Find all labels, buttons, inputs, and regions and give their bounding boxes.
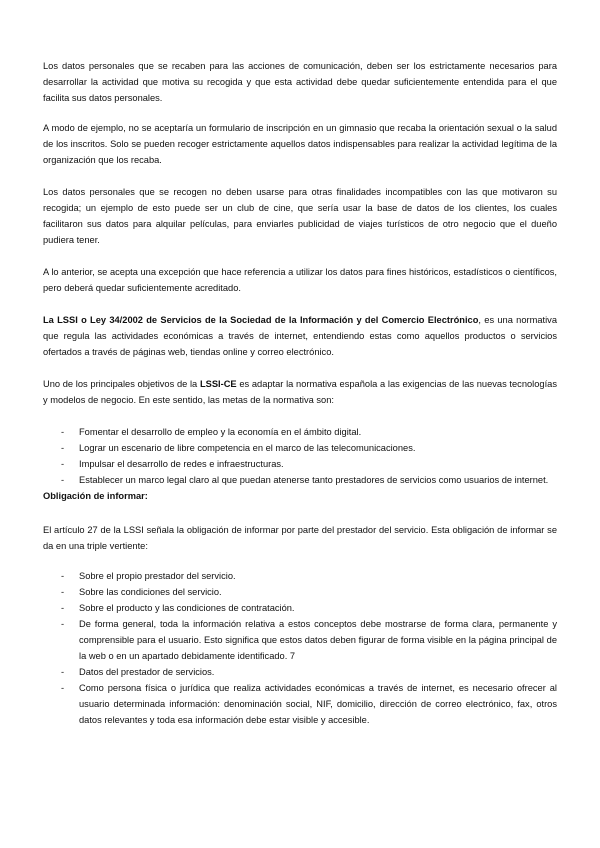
objectives-intro: Uno de los principales objetivos de la [43, 379, 200, 389]
paragraph-purpose-limitation: Los datos personales que se recogen no deben usarse para otras finalidades incompatibles con las que motivaron su recogida; un ejemplo de esto puede ser un club de cine, que sería usar la base de datos de los clientes, los cuales facilitaron sus datos para alquilar películas, para enviarles publicidad de viajes turísticos de otro negocio que el dueño pudiera tener. [43, 187, 557, 245]
paragraph-exception: A lo anterior, se acepta una excepción que hace referencia a utilizar los datos para fines históricos, estadísticos o científicos, pero deberá quedar suficientemente acreditado. [43, 267, 557, 293]
list-item: - Sobre el propio prestador del servicio. [43, 568, 557, 584]
list-item: - Como persona física o jurídica que realiza actividades económicas a través de internet, es necesario ofrecer al usuario determinada información: denominación social, NIF, domicilio, dirección de correo electrónico, fax, otros datos relevantes y toda esa información debe estar visible y accesible. [43, 680, 557, 728]
list-item: - Sobre las condiciones del servicio. [43, 584, 557, 600]
lssi-law-name: La LSSI o Ley 34/2002 de Servicios de la Sociedad de la Información y del Comercio Electrónico [43, 315, 479, 325]
section-heading: Obligación de informar: [43, 491, 148, 501]
list-item: - Impulsar el desarrollo de redes e infraestructuras. [43, 456, 557, 472]
paragraph-lssi-definition [43, 312, 557, 360]
paragraph-lssi-objectives [43, 376, 557, 408]
paragraph-data-collection: Los datos personales que se recaben para las acciones de comunicación, deben ser los estrictamente necesarios para desarrollar la actividad que motiva su recogida y que esta actividad debe quedar suficientemente entendida para el que facilita sus datos personales. [43, 61, 557, 103]
document-body [43, 58, 557, 728]
duties-list [43, 568, 557, 728]
list-item: - Establecer un marco legal claro al que puedan atenerse tanto prestadores de servicios como usuarios de internet. [43, 472, 557, 488]
list-item: - Fomentar el desarrollo de empleo y la economía en el ámbito digital. [43, 424, 557, 440]
list-item: - Lograr un escenario de libre competencia en el marco de las telecomunicaciones. [43, 440, 557, 456]
paragraph-article-27: El artículo 27 de la LSSI señala la obligación de informar por parte del prestador del servicio. Esta obligación de informar se da en una triple vertiente: [43, 525, 557, 551]
lssi-definition-text: , es una normativa que regula las actividades económicas a través de internet, entendiendo estas como aquellos productos o servicios ofertados a través de páginas web, tiendas online y correo electrónico. [43, 315, 557, 357]
list-item: - De forma general, toda la información relativa a estos conceptos debe mostrarse de forma clara, permanente y comprensible para el usuario. Esto significa que estos datos deben figurar de forma visible en la página principal de la web o en un apartado debidamente identificado. 7 [43, 616, 557, 664]
objectives-text: es adaptar la normativa española a las exigencias de las nuevas tecnologías y modelos de negocio. En este sentido, las metas de la normativa son: [43, 379, 557, 405]
list-item: - Sobre el producto y las condiciones de contratación. [43, 600, 557, 616]
lssi-ce-acronym: LSSI-CE [199, 379, 237, 389]
paragraph-example-gym: A modo de ejemplo, no se aceptaría un formulario de inscripción en un gimnasio que recaba la orientación sexual o la salud de los inscritos. Solo se pueden recoger estrictamente aquellos datos indispensables para realizar la actividad legítima de la organización que los recaba. [43, 123, 557, 165]
list-item: - Datos del prestador de servicios. [43, 664, 557, 680]
goals-list [43, 424, 557, 488]
